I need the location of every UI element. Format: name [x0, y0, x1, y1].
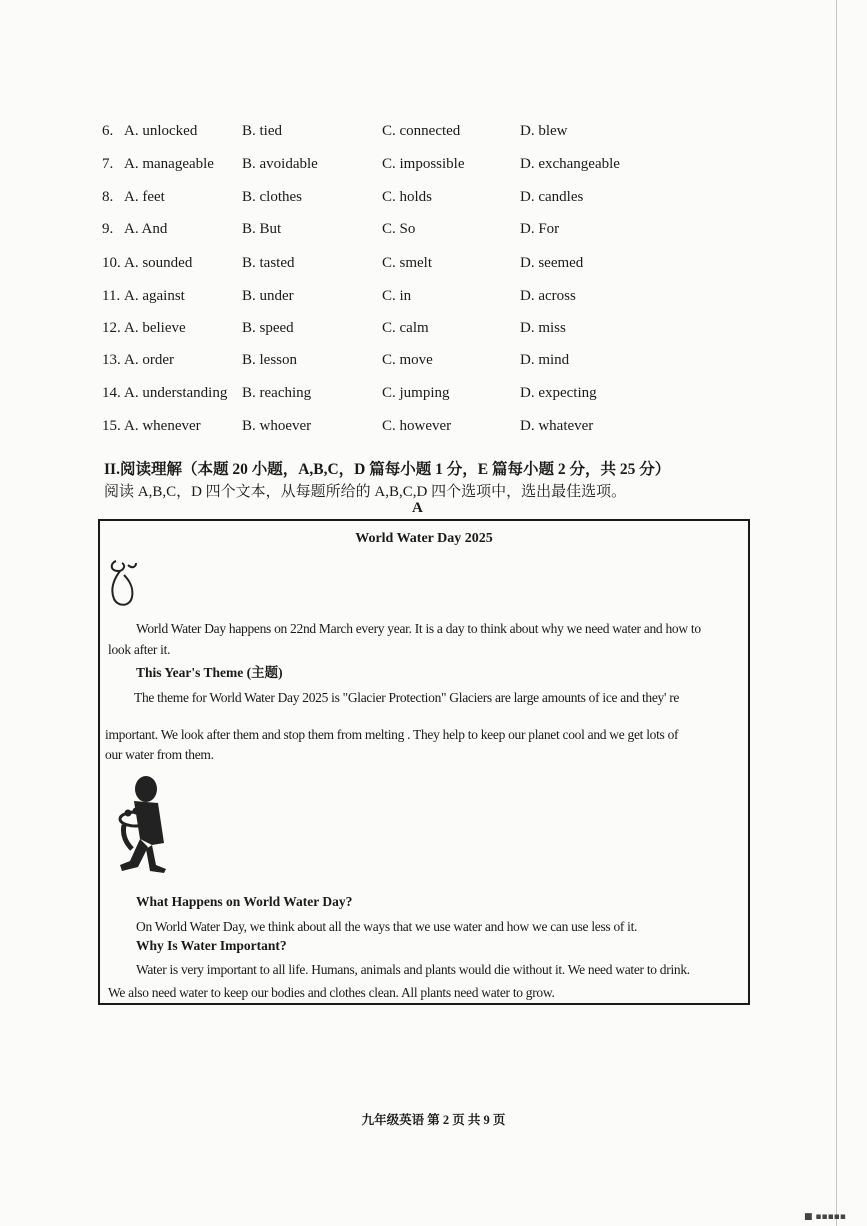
option-b: B. clothes: [242, 189, 302, 205]
option-d: D. expecting: [520, 385, 597, 401]
option-a: A. manageable: [124, 156, 214, 172]
intro-line-2: look after it.: [108, 642, 171, 657]
option-a: A. against: [124, 288, 185, 304]
option-b: B. avoidable: [242, 156, 318, 172]
option-c: C. move: [382, 352, 433, 368]
question-row: [102, 189, 802, 215]
question-number: 15.: [102, 418, 121, 434]
option-c: C. impossible: [382, 156, 465, 172]
option-d: D. For: [520, 221, 560, 237]
option-b: B. under: [242, 288, 294, 304]
option-c: C. So: [382, 221, 416, 237]
option-c: C. in: [382, 288, 412, 304]
option-d: D. exchangeable: [520, 156, 620, 172]
option-d: D. blew: [520, 123, 568, 139]
option-b: B. whoever: [242, 418, 312, 434]
question-row: [102, 288, 802, 314]
theme-line-2: important. We look after them and stop them from melting . They help to keep our planet cool and we get lots of: [105, 727, 679, 742]
option-c: C. connected: [382, 123, 461, 139]
option-a: A. sounded: [124, 255, 193, 271]
section-instruction: 阅读 A,B,C，D 四个文本，从每题所给的 A,B,C,D 四个选项中，选出最佳选项。: [104, 484, 627, 500]
question-row: [102, 352, 802, 378]
question-number: 13.: [102, 352, 121, 368]
question-row: [102, 255, 802, 281]
theme-line-3: our water from them.: [105, 747, 214, 762]
option-c: C. calm: [382, 320, 429, 336]
option-d: D. miss: [520, 320, 566, 336]
option-a: A. believe: [124, 320, 186, 336]
passage-box: [98, 519, 750, 1005]
question-number: 10.: [102, 255, 121, 271]
question-row: [102, 385, 802, 411]
child-with-bowl-illustration: [112, 773, 174, 877]
happens-line-1: On World Water Day, we think about all the ways that we use water and how we can use less of it.: [136, 919, 638, 934]
scanner-watermark: ■ ▪▪▪▪▪: [804, 1212, 846, 1222]
why-heading: Why Is Water Important?: [136, 938, 287, 953]
question-number: 9.: [102, 221, 114, 237]
option-d: D. across: [520, 288, 576, 304]
option-b: B. reaching: [242, 385, 312, 401]
intro-line-1: World Water Day happens on 22nd March every year. It is a day to think about why we need water and how to: [136, 621, 701, 636]
question-row: [102, 221, 802, 247]
option-b: B. lesson: [242, 352, 298, 368]
question-number: 14.: [102, 385, 121, 401]
page-edge-rule: [836, 0, 837, 1226]
option-a: A. whenever: [124, 418, 201, 434]
passage-title: World Water Day 2025: [355, 531, 493, 546]
question-number: 11.: [102, 288, 121, 304]
option-d: D. seemed: [520, 255, 584, 271]
option-a: A. feet: [124, 189, 165, 205]
option-b: B. tied: [242, 123, 282, 139]
option-a: A. unlocked: [124, 123, 198, 139]
option-c: C. holds: [382, 189, 433, 205]
question-row: [102, 156, 802, 182]
passage-letter: A: [412, 500, 423, 516]
question-row: [102, 320, 802, 346]
page-footer: 九年级英语 第 2 页 共 9 页: [361, 1113, 506, 1127]
option-c: C. smelt: [382, 255, 433, 271]
option-d: D. mind: [520, 352, 570, 368]
theme-heading: This Year's Theme (主题): [136, 665, 283, 680]
option-c: C. jumping: [382, 385, 450, 401]
option-b: B. speed: [242, 320, 294, 336]
happens-heading: What Happens on World Water Day?: [136, 894, 353, 909]
section-title: II.阅读理解（本题 20 小题，A,B,C，D 篇每小题 1 分，E 篇每小题 2 分，共 25 分）: [104, 461, 671, 478]
question-row: [102, 418, 802, 444]
question-number: 8.: [102, 189, 114, 205]
water-drop-logo-icon: [106, 557, 142, 609]
theme-line-1: The theme for World Water Day 2025 is "Glacier Protection" Glaciers are large amounts of ice and they' re: [134, 690, 680, 705]
option-a: A. And: [124, 221, 168, 237]
option-b: B. tasted: [242, 255, 295, 271]
option-b: B. But: [242, 221, 282, 237]
why-line-1: Water is very important to all life. Humans, animals and plants would die without it. We need water to drink.: [136, 962, 690, 977]
question-number: 6.: [102, 123, 114, 139]
option-d: D. whatever: [520, 418, 594, 434]
option-d: D. candles: [520, 189, 584, 205]
why-line-2: We also need water to keep our bodies and clothes clean. All plants need water to grow.: [108, 985, 555, 1000]
option-a: A. understanding: [124, 385, 228, 401]
option-a: A. order: [124, 352, 174, 368]
option-c: C. however: [382, 418, 452, 434]
question-number: 7.: [102, 156, 114, 172]
question-row: [102, 123, 802, 149]
question-number: 12.: [102, 320, 121, 336]
